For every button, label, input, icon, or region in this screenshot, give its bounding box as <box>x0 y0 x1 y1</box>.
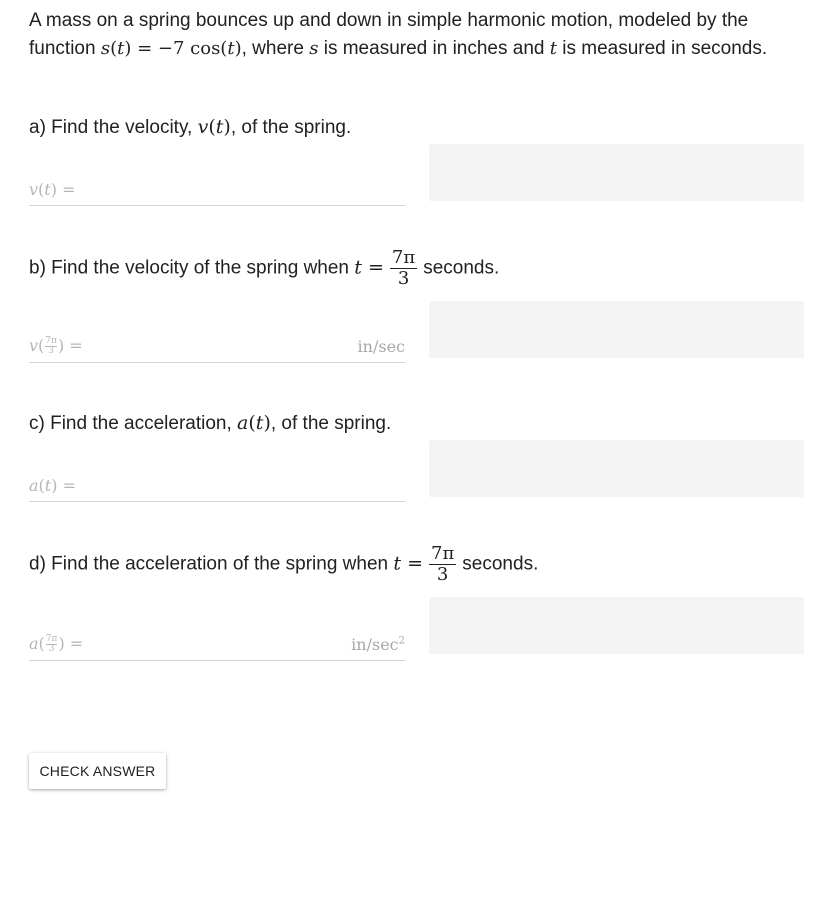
velocity-at-time-input[interactable] <box>29 327 405 363</box>
acceleration-at-time-input[interactable] <box>29 625 405 661</box>
close-paren: ) <box>234 37 242 59</box>
part-b-prompt: b) Find the velocity of the spring when t = $\frac{7\pi}{3}$ seconds. <box>29 247 500 289</box>
t-variable: t <box>117 37 125 59</box>
unit-label-accel: $in/\sec^2$ <box>351 635 405 654</box>
part-b-feedback <box>429 301 804 358</box>
velocity-input[interactable] <box>29 170 405 206</box>
equation-expr: = −7 cos( <box>131 37 228 59</box>
fraction-7pi-over-3-d: $\frac{7\pi}{3}$ <box>431 543 455 585</box>
acceleration-at-time-label: a( $\frac{7\pi}{3}$ ) = <box>29 634 84 654</box>
check-answer-button[interactable]: CHECK ANSWER <box>29 753 166 789</box>
unit-label: in/sec <box>357 337 405 356</box>
s-variable: s <box>309 37 319 59</box>
problem-statement: A mass on a spring bounces up and down in simple harmonic motion, modeled by the function s(t) = −7 cos(t), where s is measured in inches and t is measured in seconds. <box>29 10 768 59</box>
velocity-input-label: v(t) = <box>29 180 76 199</box>
part-a-feedback <box>429 144 804 201</box>
acceleration-input[interactable] <box>29 466 405 502</box>
intro-mid2: is measured in inches and <box>318 37 550 59</box>
intro-mid: , where <box>241 37 310 59</box>
acceleration-input-label: a(t) = <box>29 476 76 495</box>
t-variable-2: t <box>227 37 235 59</box>
velocity-at-time-label: v( $\frac{7\pi}{3}$ ) = <box>29 336 83 356</box>
intro-end: is measured in seconds. <box>556 37 768 59</box>
part-a-prompt: a) Find the velocity, v(t), of the spring. <box>29 116 352 138</box>
s-function: s <box>100 37 111 59</box>
intro-text: A mass on a spring bounces up and down in simple harmonic motion, modeled by the function <box>29 10 749 59</box>
fraction-7pi-over-3: $\frac{7\pi}{3}$ <box>391 247 416 289</box>
part-d-prompt: d) Find the acceleration of the spring when t = $\frac{7\pi}{3}$ seconds. <box>29 543 539 585</box>
t-variable-3: t <box>549 37 557 59</box>
part-c-feedback <box>429 440 804 497</box>
part-d-feedback <box>429 597 804 654</box>
part-c-prompt: c) Find the acceleration, a(t), of the spring. <box>29 412 392 434</box>
